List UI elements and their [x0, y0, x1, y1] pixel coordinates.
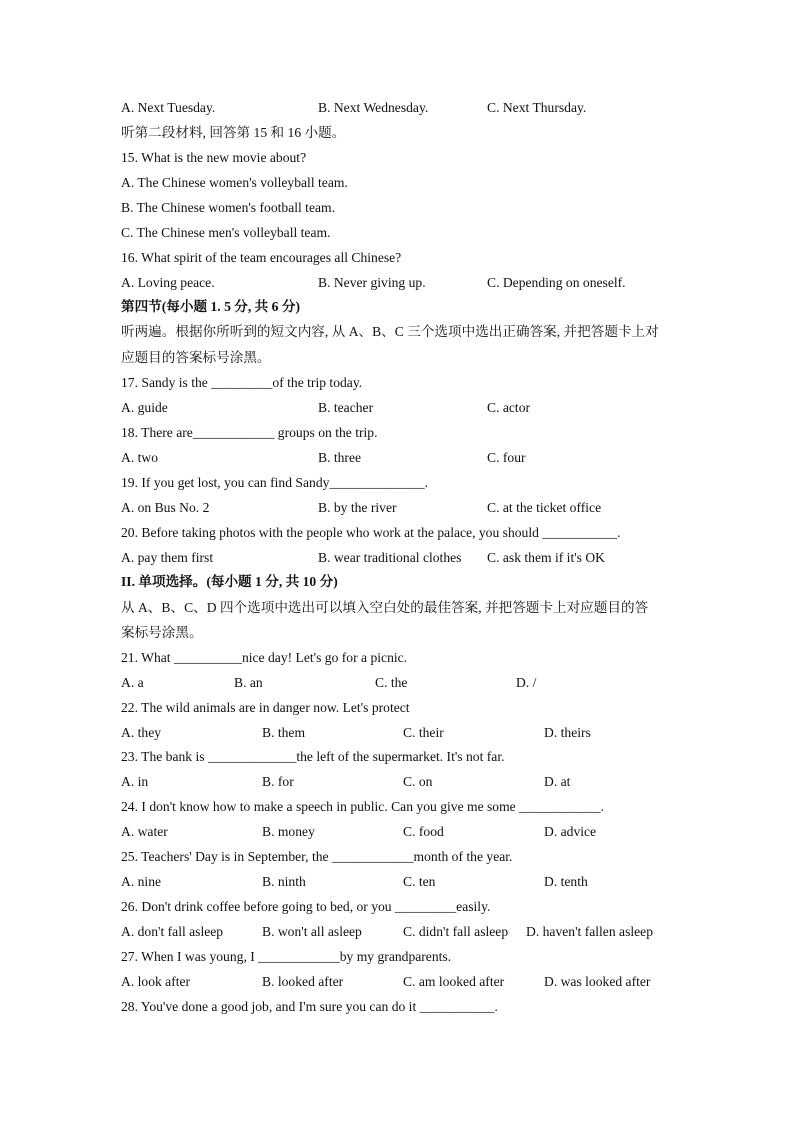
section-4-instruction: 听两遍。根据你所听到的短文内容, 从 A、B、C 三个选项中选出正确答案, 并把答题卡上对 [121, 324, 659, 339]
q24-option-b: B. money [262, 824, 315, 839]
question-21: 21. What __________nice day! Let's go for a picnic. [121, 650, 408, 665]
q25-option-a: A. nine [121, 874, 162, 889]
q19-option-c: C. at the ticket office [487, 500, 602, 515]
q16-option-a: A. Loving peace. [121, 275, 215, 290]
q22-option-b: B. them [262, 725, 306, 740]
q18-option-c: C. four [487, 450, 526, 465]
question-26: 26. Don't drink coffee before going to bed, or you _________easily. [121, 899, 491, 914]
question-18: 18. There are____________ groups on the trip. [121, 425, 378, 440]
q16-option-b: B. Never giving up. [318, 275, 426, 290]
q22-option-d: D. theirs [544, 725, 591, 740]
q20-option-a: A. pay them first [121, 550, 214, 565]
question-23: 23. The bank is _____________the left of the supermarket. It's not far. [121, 749, 505, 764]
q24-option-c: C. food [403, 824, 444, 839]
question-19: 19. If you get lost, you can find Sandy______________. [121, 475, 428, 490]
q14-option-c: C. Next Thursday. [487, 100, 587, 115]
q19-option-a: A. on Bus No. 2 [121, 500, 210, 515]
q26-option-b: B. won't all asleep [262, 924, 362, 939]
q23-option-b: B. for [262, 774, 294, 789]
question-15: 15. What is the new movie about? [121, 150, 307, 165]
question-28: 28. You've done a good job, and I'm sure you can do it ___________. [121, 999, 498, 1014]
q15-option-b: B. The Chinese women's football team. [121, 200, 335, 215]
q21-option-d: D. / [516, 675, 537, 690]
q15-option-c: C. The Chinese men's volleyball team. [121, 225, 331, 240]
q26-option-a: A. don't fall asleep [121, 924, 224, 939]
q17-option-a: A. guide [121, 400, 168, 415]
question-22: 22. The wild animals are in danger now. Let's protect [121, 700, 410, 715]
q27-option-a: A. look after [121, 974, 191, 989]
q22-option-a: A. they [121, 725, 162, 740]
q19-option-b: B. by the river [318, 500, 397, 515]
q16-option-c: C. Depending on oneself. [487, 275, 626, 290]
q24-option-d: D. advice [544, 824, 597, 839]
q25-option-b: B. ninth [262, 874, 306, 889]
section-2-heading: II. 单项选择。(每小题 1 分, 共 10 分) [121, 574, 338, 589]
q20-option-c: C. ask them if it's OK [487, 550, 605, 565]
question-20: 20. Before taking photos with the people who work at the palace, you should ___________. [121, 525, 621, 540]
q21-option-c: C. the [375, 675, 408, 690]
q27-option-b: B. looked after [262, 974, 344, 989]
q25-option-c: C. ten [403, 874, 436, 889]
q21-option-a: A. a [121, 675, 144, 690]
section-2-instruction-cont: 案标号涂黑。 [121, 625, 203, 640]
section-2-instruction: 从 A、B、C、D 四个选项中选出可以填入空白处的最佳答案, 并把答题卡上对应题目的答 [121, 600, 649, 615]
q26-option-d: D. haven't fallen asleep [526, 924, 654, 939]
question-16: 16. What spirit of the team encourages all Chinese? [121, 250, 402, 265]
q22-option-c: C. their [403, 725, 444, 740]
q23-option-a: A. in [121, 774, 149, 789]
question-24: 24. I don't know how to make a speech in public. Can you give me some ____________. [121, 799, 605, 814]
q21-option-b: B. an [234, 675, 263, 690]
q17-option-c: C. actor [487, 400, 531, 415]
q17-option-b: B. teacher [318, 400, 374, 415]
question-27: 27. When I was young, I ____________by my grandparents. [121, 949, 452, 964]
q25-option-d: D. tenth [544, 874, 588, 889]
q27-option-d: D. was looked after [544, 974, 651, 989]
q14-option-b: B. Next Wednesday. [318, 100, 429, 115]
q18-option-b: B. three [318, 450, 362, 465]
q15-option-a: A. The Chinese women's volleyball team. [121, 175, 348, 190]
q20-option-b: B. wear traditional clothes [318, 550, 462, 565]
q14-option-a: A. Next Tuesday. [121, 100, 216, 115]
q23-option-c: C. on [403, 774, 433, 789]
q24-option-a: A. water [121, 824, 168, 839]
section-4-heading: 第四节(每小题 1. 5 分, 共 6 分) [121, 299, 300, 314]
q23-option-d: D. at [544, 774, 571, 789]
q18-option-a: A. two [121, 450, 159, 465]
q27-option-c: C. am looked after [403, 974, 505, 989]
question-25: 25. Teachers' Day is in September, the ____________month of the year. [121, 849, 513, 864]
section-4-instruction-cont: 应题目的答案标号涂黑。 [121, 350, 271, 365]
question-17: 17. Sandy is the _________of the trip today. [121, 375, 363, 390]
q26-option-c: C. didn't fall asleep [403, 924, 509, 939]
section-instruction-15-16: 听第二段材料, 回答第 15 和 16 小题。 [121, 125, 346, 140]
